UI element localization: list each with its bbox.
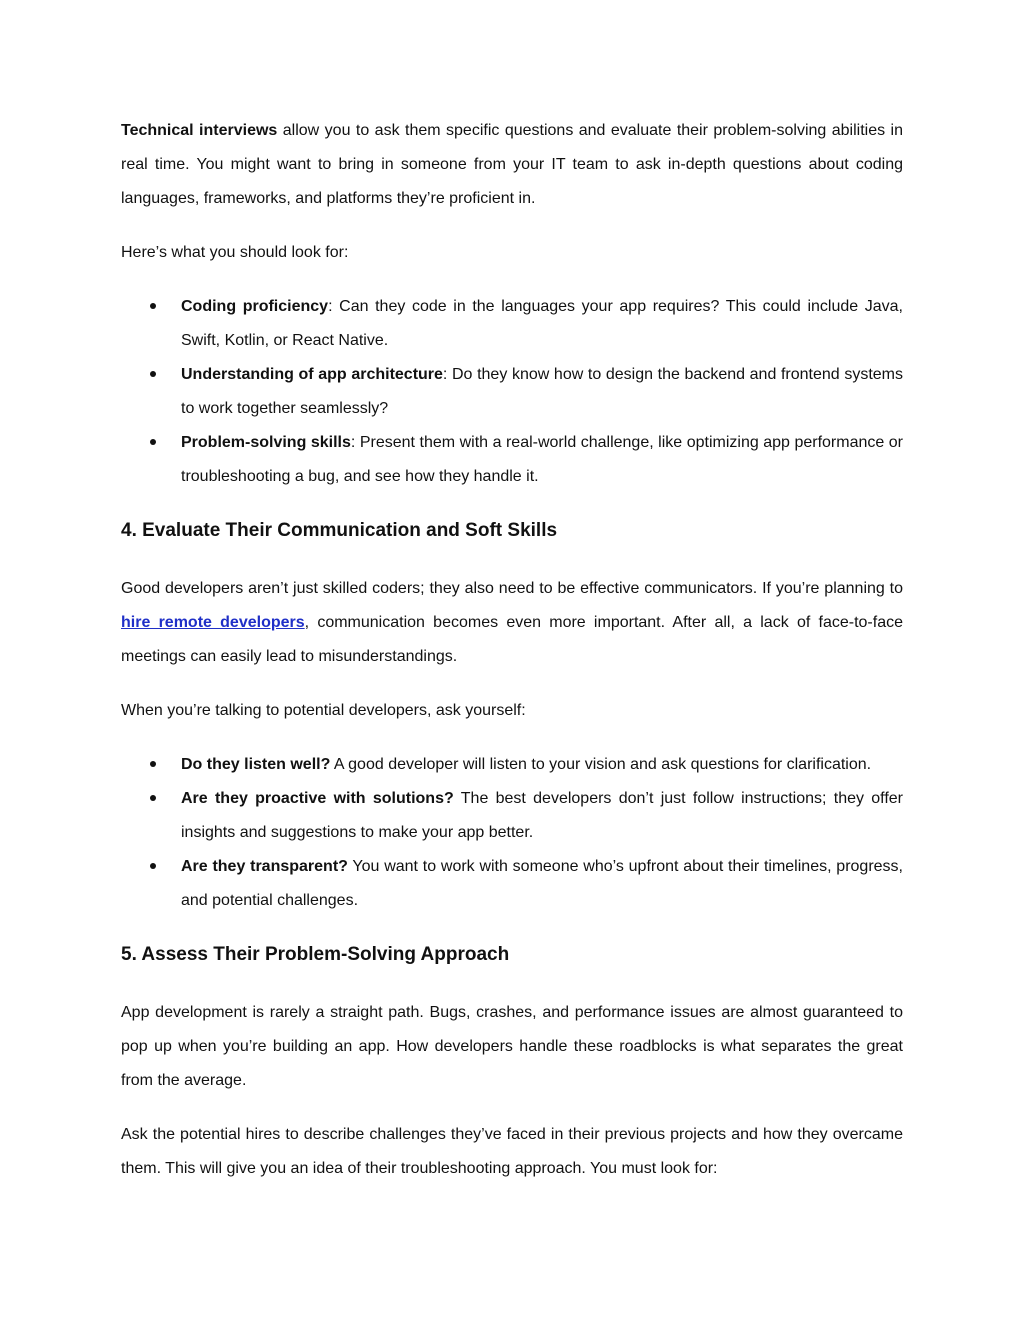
bold-term: Coding proficiency	[181, 298, 329, 315]
paragraph-text: , communication becomes even more important. After all, a lack of face-to-face meetings can easily lead to misunderstandings.	[121, 614, 903, 665]
paragraph-look-for: Here’s what you should look for:	[121, 244, 349, 261]
bullet-list-soft-skills	[121, 748, 903, 918]
list-item-text: : Do they know how to design the backend and frontend systems to work together seamlessly?	[181, 366, 903, 417]
paragraph-technical-interviews	[121, 114, 903, 216]
list-item-text: A good developer will listen to your vision and ask questions for clarification.	[330, 756, 872, 773]
bullet-icon	[150, 303, 156, 309]
bold-term: Technical interviews	[121, 122, 278, 139]
bold-term: Problem-solving skills	[181, 434, 351, 451]
paragraph-communication	[121, 572, 903, 674]
list-item	[121, 850, 903, 918]
paragraph-ask-yourself: When you’re talking to potential developers, ask yourself:	[121, 702, 526, 719]
bullet-icon	[150, 863, 156, 869]
section-heading-4: 4. Evaluate Their Communication and Soft Skills	[121, 520, 558, 541]
bold-term: Are they proactive with solutions?	[181, 790, 454, 807]
list-item	[121, 358, 903, 426]
list-item	[121, 748, 903, 782]
bullet-icon	[150, 371, 156, 377]
hire-remote-developers-link[interactable]: hire remote developers	[121, 614, 305, 631]
bold-term: Understanding of app architecture	[181, 366, 443, 383]
bold-term: Do they listen well?	[181, 756, 331, 773]
paragraph-text: allow you to ask them specific questions and evaluate their problem-solving abilities in real time. You might want to bring in someone from your IT team to ask in-depth questions about coding languages, frameworks, and platforms they’re proficient in.	[121, 122, 904, 207]
bold-term: Are they transparent?	[181, 858, 348, 875]
bullet-icon	[150, 795, 156, 801]
list-item-text: The best developers don’t just follow instructions; they offer insights and suggestions to make your app better.	[181, 790, 904, 841]
document-body	[121, 114, 903, 1206]
bullet-icon	[150, 439, 156, 445]
list-item	[121, 782, 903, 850]
paragraph-ask-potential-hires: Ask the potential hires to describe challenges they’ve faced in their previous projects and how they overcame them. This will give you an idea of their troubleshooting approach. You must look for:	[121, 1126, 903, 1177]
list-item-text: : Present them with a real-world challenge, like optimizing app performance or troubleshooting a bug, and see how they handle it.	[181, 434, 904, 485]
bullet-icon	[150, 761, 156, 767]
list-item-text: : Can they code in the languages your app requires? This could include Java, Swift, Kotlin, or React Native.	[181, 298, 904, 349]
list-item-text: You want to work with someone who’s upfront about their timelines, progress, and potential challenges.	[181, 858, 904, 909]
section-heading-5: 5. Assess Their Problem-Solving Approach	[121, 944, 510, 965]
list-item	[121, 290, 903, 358]
paragraph-text: Good developers aren’t just skilled coders; they also need to be effective communicators. If you’re planning to	[121, 580, 903, 597]
list-item	[121, 426, 903, 494]
paragraph-app-development: App development is rarely a straight path. Bugs, crashes, and performance issues are almost guaranteed to pop up when you’re building an app. How developers handle these roadblocks is what separates the great from the average.	[121, 1004, 903, 1089]
bullet-list-technical	[121, 290, 903, 494]
